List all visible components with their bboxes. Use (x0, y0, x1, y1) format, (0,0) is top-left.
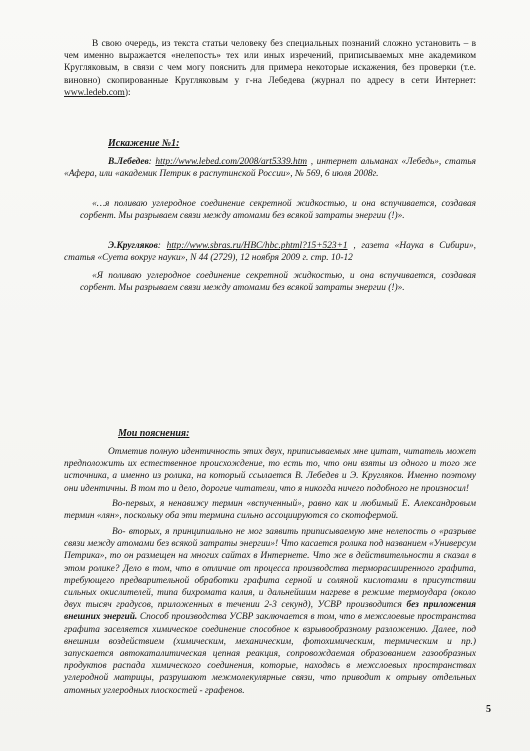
source-citation-kruglyakov (64, 240, 476, 264)
explanations-heading: Мои пояснения: (118, 428, 190, 439)
source-link-lebedev[interactable]: http://www.lebed.com/2008/art5339.htm (155, 157, 308, 167)
distortion-heading: Искажение №1: (108, 138, 180, 149)
source-link-kruglyakov[interactable]: http://www.sbras.ru/HBC/hbc.phtml?15+523+1 (166, 241, 348, 251)
explanation-paragraph-2: Во-первых, я ненавижу термин «вспученный», равно как и любимый Е. Александровым термин «лян», поскольку оба эти термина сильно ассоциируются со скотофермой. (64, 499, 476, 522)
source-details-lebedev: , интернет альманах «Лебедь», статья «Афера, или «академик Петрик в распутинской России», № 569, 6 июля 2008г. (64, 157, 477, 180)
intro-paragraph (64, 38, 476, 99)
intro-text: В свою очередь, из текста статьи человеку без специальных познаний сложно установить – в чем именно выражается «нелепость» тех или иных изречений, приписываемых мне академиком Кругляковым, в связи с чем могу пояснить для примера некоторые искажения, без проверки (т.е. виновно) скопированные Кругляковым у г-на Лебедева (журнал по адресу в сети Интернет: (64, 39, 476, 86)
quote-lebedev: «…я поливаю углеродное соединение секретной жидкостью, и она вспучивается, создавая сорбент. Мы разрываем связи между атомами без всякой затраты энергии (!)». (80, 199, 476, 222)
page-number: 5 (486, 704, 491, 715)
source-citation-lebedev (64, 156, 476, 180)
source-separator: : (148, 157, 156, 167)
explanation-3-text-end: Способ производства УСВР заключается в том, что в межслоевые пространства графита заселяется химическое соединение способное к взрывообразному разложению. Далее, под внешним воздействием (химическим, механическим, фотохимическим, термическим и пр.) запускается автокаталитическая цепная реакция, сопровождаемая образованием газообразных продуктов распада химического соединения, которые, находясь в межслоевых пространствах углеродной матрицы, разрушают межмолекулярные связи, что приводит к отрыву отдельных атомных углеродных плоскостей - графенов. (64, 612, 476, 696)
explanation-3-bold: без приложения внешних энергий. (64, 600, 476, 623)
explanation-3-text: Во- вторых, я принципиально не мог заявить приписываемую мне нелепость о «разрыве связи между атомами без всякой затраты энергии»! Что касается ролика под названием «Универсум Петрика», то он размещен на многих сайтах в Интернете. Что же в действительности я сказал в этом ролике? Дело в том, что в отличие от процесса производства терморасширенного графита, требующего предварительной обработки графита серной и соляной кислотами в присутствии сильных окислителей, типа бихромата калия, и дальнейшим нагреве в режиме термоудара (около двух тысяч градусов, приложенных в течении 2-3 секунд), УСВР производится (64, 527, 476, 611)
explanation-paragraph-1: Отметив полную идентичность этих двух, приписываемых мне цитат, читатель может предположить их естественное происхождение, то есть то, что они взяты из одного и того же источника, а именно из ролика, на который ссылается В. Лебедев и Э. Кругляков. Именно поэтому они идентичны. В том то и дело, дорогие читатели, что я никогда ничего подобного не произносил! (64, 447, 476, 494)
explanation-paragraph-3 (64, 526, 476, 697)
source-details-kruglyakov: , газета «Наука в Сибири», статья «Суета вокруг науки», N 44 (2729), 12 ноября 2009 г. стр. 10-12 (64, 241, 476, 264)
source-author-lebedev: В.Лебедев (108, 157, 149, 167)
source-author-kruglyakov: Э.Кругляков (108, 241, 158, 251)
quote-kruglyakov: «Я поливаю углеродное соединение секретной жидкостью, и она вспучивается, создавая сорбент. Мы разрываем связи между атомами без всякой затраты энергии (!)». (80, 271, 476, 294)
intro-url-link[interactable]: www.ledeb.com (64, 87, 125, 98)
source-separator: : (157, 241, 167, 251)
intro-text-end: ): (124, 87, 131, 98)
